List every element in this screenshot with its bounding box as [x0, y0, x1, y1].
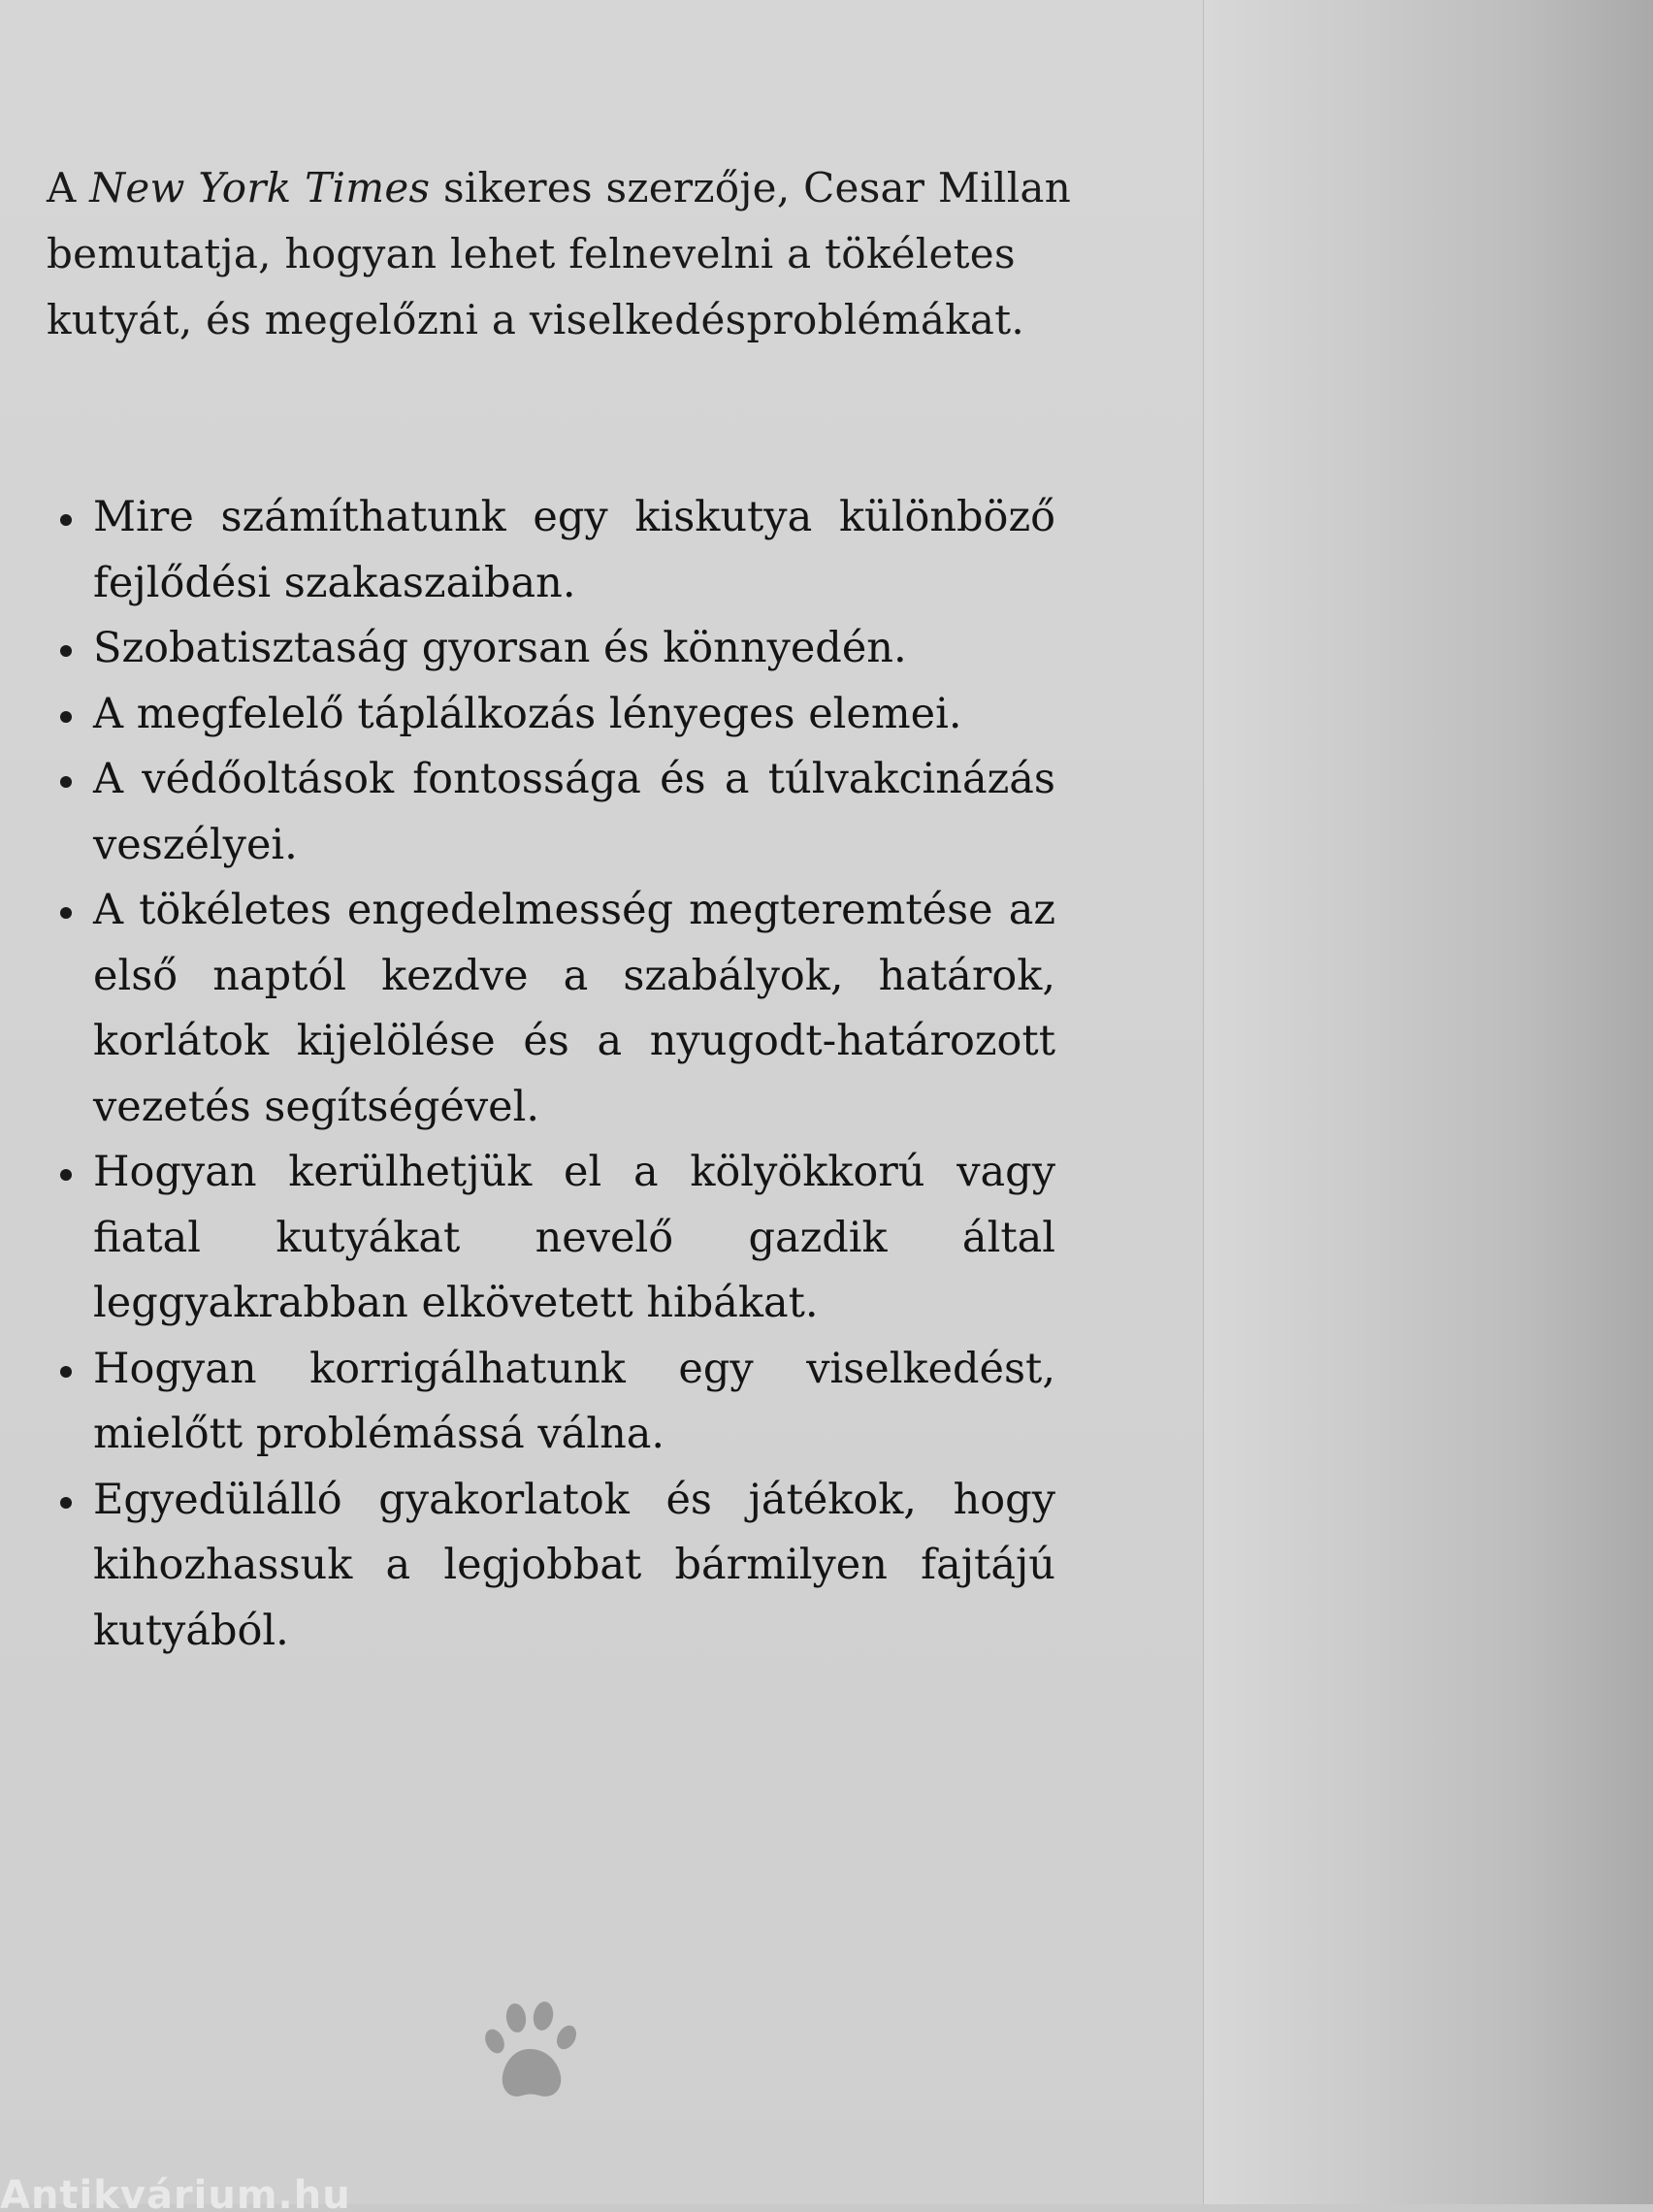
newspaper-title: New York Times: [89, 164, 431, 211]
feature-item: A védőoltások fontossága és a túlvakcinázás veszélyei.: [56, 747, 1055, 878]
feature-item: Mire számíthatunk egy kiskutya különböző fejlődési szakaszaiban.: [56, 485, 1055, 616]
intro-paragraph: [47, 155, 1075, 353]
feature-item: Egyedülálló gyakorlatok és játékok, hogy kihozhassuk a legjobbat bármilyen fajtájú kutyából.: [56, 1468, 1055, 1665]
feature-item: Hogyan korrigálhatunk egy viselkedést, mielőtt problémássá válna.: [56, 1337, 1055, 1468]
intro-rest: sikeres szerzője, Cesar Millan bemutatja, hogyan lehet felnevelni a tökéletes kutyát, és megelőzni a viselkedésproblémákat.: [47, 164, 1072, 343]
feature-list: [56, 485, 1055, 1664]
adjacent-page-shadow: [1203, 0, 1653, 2204]
intro-prefix: A: [47, 164, 90, 211]
feature-item: Szobatisztaság gyorsan és könnyedén.: [56, 616, 1055, 682]
watermark: Antikvárium.hu: [0, 2173, 351, 2212]
feature-item: A megfelelő táplálkozás lényeges elemei.: [56, 682, 1055, 748]
feature-item: Hogyan kerülhetjük el a kölyökkorú vagy fiatal kutyákat nevelő gazdik által leggyakrabban elkövetett hibákat.: [56, 1140, 1055, 1337]
paw-print-icon: [481, 1999, 582, 2105]
feature-item: A tökéletes engedelmesség megteremtése az első naptól kezdve a szabályok, határok, korlátok kijelölése és a nyugodt-határozott vezetés segítségével.: [56, 878, 1055, 1140]
